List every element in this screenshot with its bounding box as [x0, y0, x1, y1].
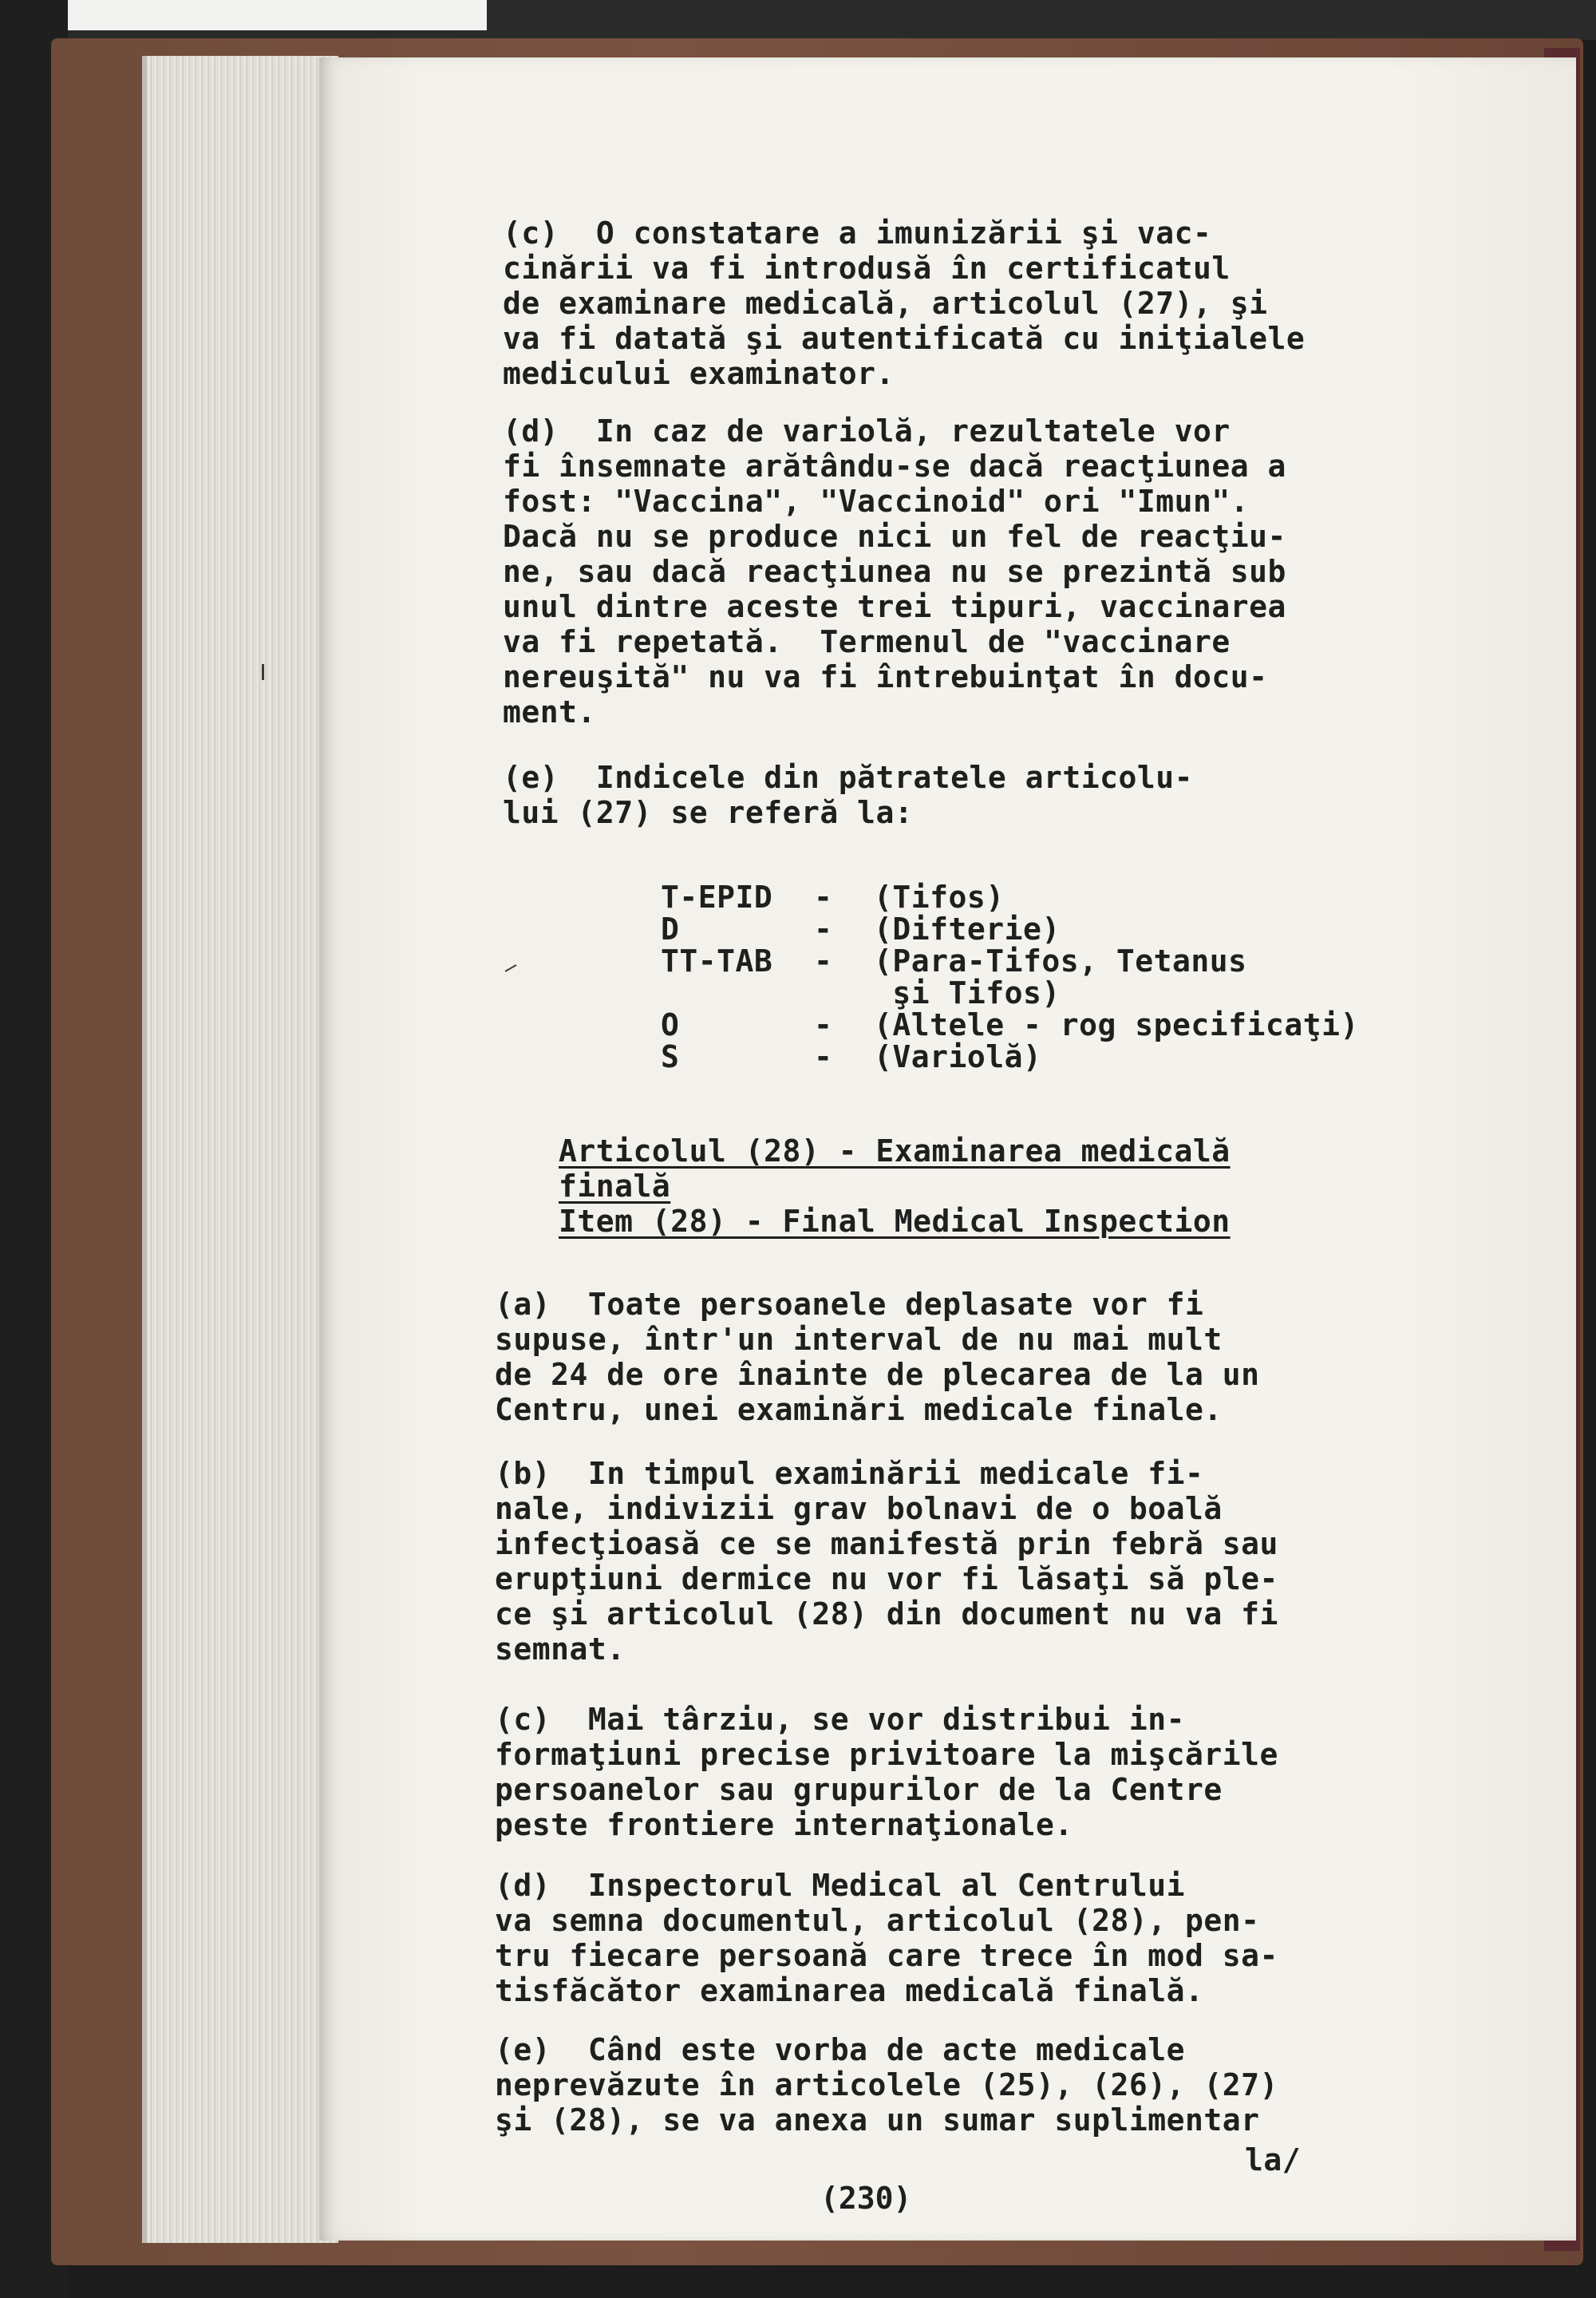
text-line: supuse, într'un interval de nu mai mult: [495, 1322, 1223, 1357]
index-meaning: şi Tifos): [874, 975, 1061, 1011]
background-top-white: [0, 0, 487, 30]
page-number: (230): [820, 2181, 912, 2216]
text-line: erupţiuni dermice nu vor fi lăsaţi să ple-: [495, 1561, 1278, 1596]
text-line: de examinare medicală, articolul (27), şi: [503, 286, 1268, 321]
text-line: (c) O constatare a imunizării şi vac-: [503, 216, 1212, 251]
index-dash: -: [814, 943, 833, 979]
text-line: şi (28), se va anexa un sumar suplimentar: [495, 2102, 1260, 2138]
text-line: fi însemnate arătându-se dacă reacţiunea a: [503, 449, 1286, 484]
heading-ro-line1: Articolul (28) - Examinarea medicală: [559, 1133, 1231, 1169]
index-dash: -: [814, 1039, 833, 1074]
margin-mark: [262, 664, 264, 680]
margin-mark: [505, 964, 517, 972]
text-line: (c) Mai târziu, se vor distribui in-: [495, 1702, 1185, 1737]
text-line: (d) In caz de variolă, rezultatele vor: [503, 413, 1231, 449]
index-meaning: (Variolă): [874, 1039, 1042, 1074]
text-line: unul dintre aceste trei tipuri, vaccinarea: [503, 589, 1286, 624]
index-code: TT-TAB: [661, 943, 773, 979]
text-line: nereuşită" nu va fi întrebuinţat în docu-: [503, 659, 1268, 694]
text-line: (e) Indicele din pătratele articolu-: [503, 760, 1193, 795]
text-line: formaţiuni precise privitoare la mişcările: [495, 1737, 1278, 1772]
index-dash: -: [814, 1007, 833, 1042]
text-line: tisfăcător examinarea medicală finală.: [495, 1973, 1204, 2008]
text-line: lui (27) se referă la:: [503, 795, 914, 830]
text-line: ment.: [503, 694, 596, 730]
text-line: medicului examinator.: [503, 356, 895, 391]
continuation-text: la/: [1245, 2142, 1302, 2177]
text-line: ce şi articolul (28) din document nu va fi: [495, 1596, 1278, 1632]
text-line: fost: "Vaccina", "Vaccinoid" ori "Imun".: [503, 484, 1250, 519]
text-line: de 24 de ore înainte de plecarea de la un: [495, 1357, 1260, 1392]
text-line: ne, sau dacă reacţiunea nu se prezintă sub: [503, 554, 1286, 589]
text-line: (a) Toate persoanele deplasate vor fi: [495, 1287, 1204, 1322]
index-meaning: (Difterie): [874, 912, 1061, 947]
document-page: [319, 57, 1576, 2241]
index-dash: -: [814, 880, 833, 915]
index-code: D: [661, 912, 680, 947]
text-line: Centru, unei examinări medicale finale.: [495, 1392, 1223, 1427]
text-line: va fi repetată. Termenul de "vaccinare: [503, 624, 1231, 659]
text-line: (b) In timpul examinării medicale fi-: [495, 1456, 1204, 1491]
text-line: semnat.: [495, 1632, 626, 1667]
index-meaning: (Altele - rog specificaţi): [874, 1007, 1359, 1042]
page-stack-edges: [142, 56, 338, 2243]
text-line: persoanelor sau grupurilor de la Centre: [495, 1772, 1223, 1807]
text-line: (e) Când este vorba de acte medicale: [495, 2032, 1185, 2067]
text-line: va fi datată şi autentificată cu iniţialele: [503, 321, 1306, 356]
heading-en: Item (28) - Final Medical Inspection: [559, 1204, 1231, 1239]
text-line: tru fiecare persoană care trece în mod sa-: [495, 1938, 1278, 1973]
index-meaning: (Para-Tifos, Tetanus: [874, 943, 1247, 979]
text-line: (d) Inspectorul Medical al Centrului: [495, 1868, 1185, 1903]
text-line: peste frontiere internaţionale.: [495, 1807, 1073, 1842]
index-code: O: [661, 1007, 680, 1042]
index-meaning: (Tifos): [874, 880, 1005, 915]
text-line: neprevăzute în articolele (25), (26), (27): [495, 2067, 1278, 2102]
text-line: nale, indivizii grav bolnavi de o boală: [495, 1491, 1223, 1526]
index-code: S: [661, 1039, 680, 1074]
index-code: T-EPID: [661, 880, 773, 915]
text-line: va semna documentul, articolul (28), pen-: [495, 1903, 1260, 1938]
heading-ro-line2: finală: [559, 1169, 671, 1204]
text-line: Dacă nu se produce nici un fel de reacţiu-: [503, 519, 1286, 554]
text-line: infecţioasă ce se manifestă prin febră sau: [495, 1526, 1278, 1561]
index-dash: -: [814, 912, 833, 947]
text-line: cinării va fi introdusă în certificatul: [503, 251, 1231, 286]
